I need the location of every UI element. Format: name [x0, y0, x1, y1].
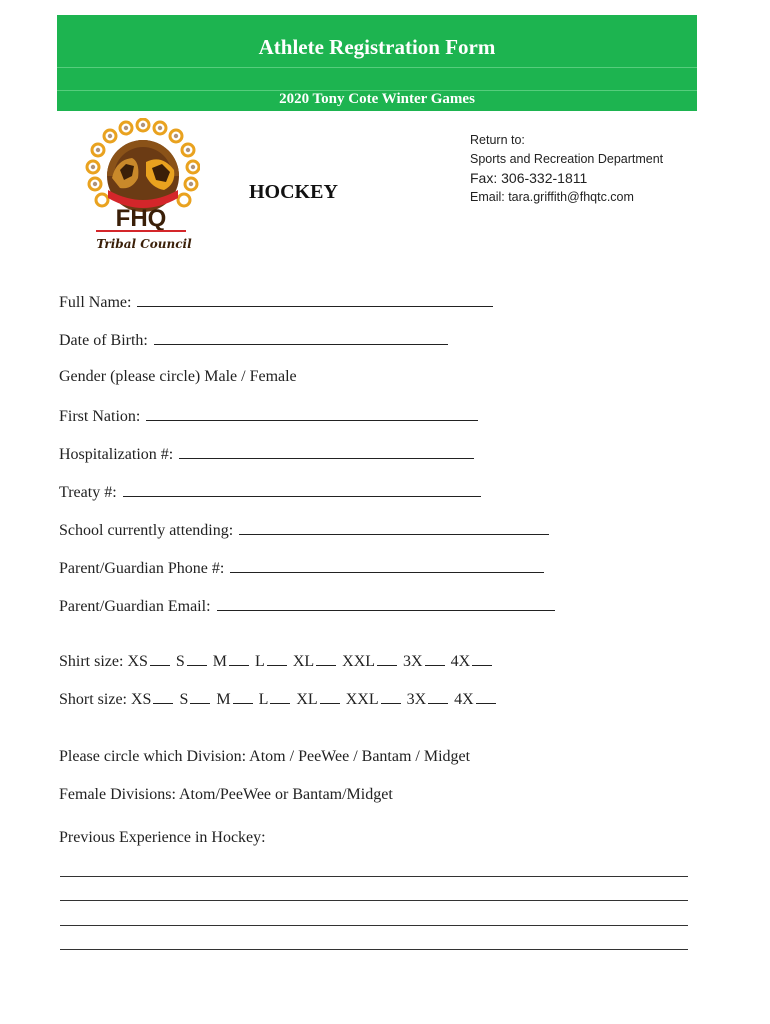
first-nation-label: First Nation: — [59, 408, 141, 425]
size-option: XL — [292, 653, 315, 670]
full-name-field — [59, 292, 493, 312]
size-blank[interactable] — [187, 653, 207, 666]
experience-label: Previous Experience in Hockey: — [59, 829, 266, 846]
sport-title: HOCKEY — [249, 181, 338, 203]
size-option: 4X — [454, 691, 474, 708]
size-option: S — [179, 691, 189, 708]
shirt-size-row — [59, 653, 494, 671]
school-field — [59, 520, 549, 540]
treaty-field — [59, 482, 481, 502]
size-option: 4X — [450, 653, 471, 670]
size-option: 3X — [403, 653, 423, 670]
full-name-label: Full Name: — [59, 294, 132, 311]
size-blank[interactable] — [316, 653, 336, 666]
size-blank[interactable] — [153, 691, 173, 704]
size-option: XS — [131, 691, 152, 708]
short-size-row — [59, 691, 498, 709]
school-label: School currently attending: — [59, 522, 234, 539]
division-label: Please circle which Division: Atom / PeeWee / Bantam / Midget — [59, 748, 471, 765]
size-blank[interactable] — [381, 691, 401, 704]
size-blank[interactable] — [428, 691, 448, 704]
size-option: XXL — [342, 653, 376, 670]
first-nation-field — [59, 406, 478, 426]
parent-phone-input[interactable] — [230, 558, 544, 573]
size-option: L — [258, 691, 269, 708]
form-subtitle: 2020 Tony Cote Winter Games — [279, 91, 475, 107]
experience-field — [59, 829, 266, 847]
full-name-input[interactable] — [137, 292, 493, 307]
contact-email: Email: tara.griffith@fhqtc.com — [470, 190, 634, 204]
shirt-size-label: Shirt size: — [59, 653, 124, 670]
size-option: M — [212, 653, 228, 670]
size-option: XXL — [345, 691, 379, 708]
dob-field — [59, 330, 448, 350]
svg-text:Tribal Council: Tribal Council — [96, 237, 192, 251]
experience-line[interactable] — [60, 949, 688, 950]
hospitalization-input[interactable] — [179, 444, 474, 459]
size-blank[interactable] — [267, 653, 287, 666]
parent-email-label: Parent/Guardian Email: — [59, 598, 211, 615]
female-division-label: Female Divisions: Atom/PeeWee or Bantam/Midget — [59, 786, 393, 803]
parent-email-field — [59, 596, 555, 616]
dob-label: Date of Birth: — [59, 332, 148, 349]
form-title: Athlete Registration Form — [258, 35, 496, 59]
size-option: S — [175, 653, 185, 670]
experience-line[interactable] — [60, 900, 688, 901]
department: Sports and Recreation Department — [470, 152, 664, 166]
hospitalization-label: Hospitalization #: — [59, 446, 174, 463]
female-division-field[interactable] — [59, 786, 393, 804]
size-blank[interactable] — [320, 691, 340, 704]
parent-phone-field — [59, 558, 544, 578]
fax-number: Fax: 306-332-1811 — [470, 170, 588, 186]
size-blank[interactable] — [377, 653, 397, 666]
size-blank[interactable] — [476, 691, 496, 704]
fhq-logo — [82, 118, 200, 256]
size-option: XL — [296, 691, 318, 708]
treaty-label: Treaty #: — [59, 484, 117, 501]
size-option: XS — [127, 653, 148, 670]
svg-text:FHQ: FHQ — [115, 205, 167, 232]
experience-line[interactable] — [60, 925, 688, 926]
size-option: M — [216, 691, 231, 708]
return-to-label: Return to: — [470, 133, 525, 147]
division-field[interactable] — [59, 748, 470, 766]
size-blank[interactable] — [425, 653, 445, 666]
size-blank[interactable] — [472, 653, 492, 666]
parent-email-input[interactable] — [217, 596, 555, 611]
gender-field[interactable] — [59, 368, 297, 386]
header-banner — [57, 15, 697, 111]
hospitalization-field — [59, 444, 474, 464]
school-input[interactable] — [239, 520, 549, 535]
size-blank[interactable] — [233, 691, 253, 704]
short-size-label: Short size: — [59, 691, 127, 708]
size-blank[interactable] — [270, 691, 290, 704]
size-blank[interactable] — [190, 691, 210, 704]
size-option: L — [255, 653, 265, 670]
experience-line[interactable] — [60, 876, 688, 877]
size-blank[interactable] — [229, 653, 249, 666]
banner-divider — [57, 67, 697, 68]
parent-phone-label: Parent/Guardian Phone #: — [59, 560, 225, 577]
size-blank[interactable] — [150, 653, 170, 666]
gender-label: Gender (please circle) Male / Female — [59, 368, 297, 385]
dob-input[interactable] — [154, 330, 448, 345]
treaty-input[interactable] — [123, 482, 481, 497]
contact-block — [470, 131, 663, 207]
size-option: 3X — [406, 691, 427, 708]
first-nation-input[interactable] — [146, 406, 478, 421]
